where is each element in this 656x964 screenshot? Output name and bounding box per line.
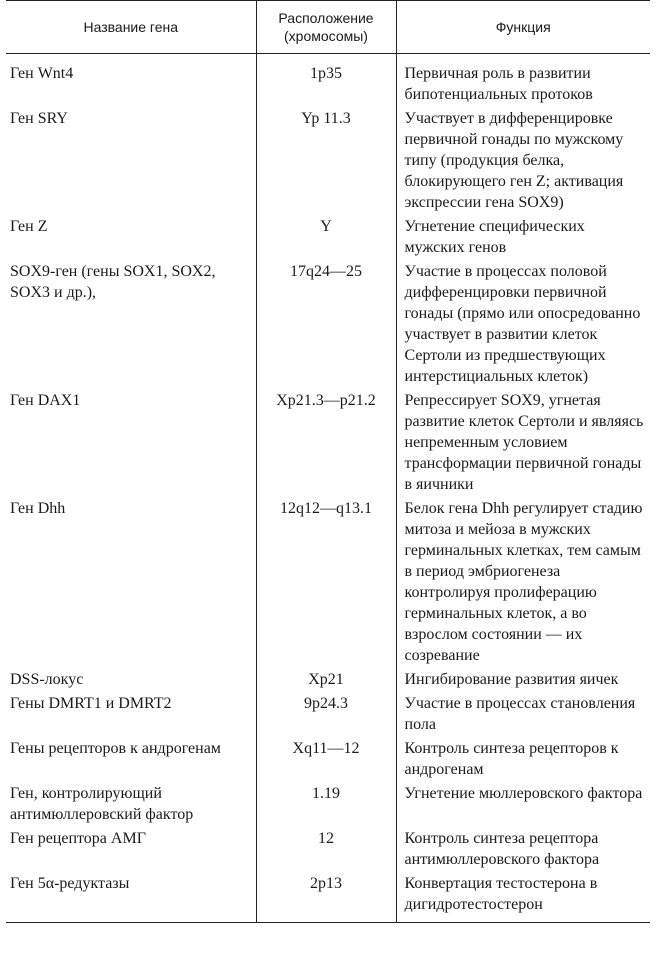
- function-cell: Угнетение специфических мужских генов: [396, 216, 650, 261]
- location-cell: Xp21: [256, 669, 396, 693]
- location-cell: 1.19: [256, 783, 396, 828]
- location-cell: 12q12—q13.1: [256, 498, 396, 669]
- location-cell: Xp21.3—p21.2: [256, 390, 396, 498]
- header-function: Функция: [396, 1, 650, 54]
- function-cell: Угнетение мюллеровского фактора: [396, 783, 650, 828]
- table-row: [6, 873, 650, 923]
- gene-name-cell: Ген, контролирующий антимюллеровский фактор: [10, 785, 194, 823]
- location-cell: Yp 11.3: [256, 108, 396, 216]
- location-cell: Xq11—12: [256, 738, 396, 783]
- function-cell: Контроль синтеза рецепторов к андрогенам: [396, 738, 650, 783]
- table-row: [6, 783, 650, 828]
- table-row: [6, 108, 650, 216]
- gene-name-cell: SOX9-ген (гены SOX1, SOX2, SOX3 и др.),: [10, 263, 216, 301]
- header-location: Расположение (хромосомы): [256, 1, 396, 54]
- location-cell: 1p35: [256, 54, 396, 109]
- gene-table: [6, 0, 650, 923]
- header-gene-name: Название гена: [6, 1, 256, 54]
- table-row: [6, 498, 650, 669]
- table-row: [6, 693, 650, 738]
- gene-name-cell: Ген SRY: [10, 110, 68, 127]
- function-cell: Участие в процессах становления пола: [396, 693, 650, 738]
- gene-name-cell: Ген Wnt4: [10, 65, 74, 82]
- table-header: [6, 1, 650, 54]
- location-cell: 2p13: [256, 873, 396, 923]
- location-cell: Y: [256, 216, 396, 261]
- gene-name-cell: Ген 5α-редуктазы: [6, 873, 256, 923]
- location-cell: 12: [256, 828, 396, 873]
- function-cell: Первичная роль в развитии бипотенциальных протоков: [396, 54, 650, 109]
- gene-name-cell: Ген Z: [10, 218, 48, 235]
- table-row: [6, 54, 650, 109]
- table-row: [6, 669, 650, 693]
- function-cell: Участвует в дифференцировке первичной гонады по мужскому типу (продукция белка, блокирующего ген Z; активация экспрессии гена SOX9): [396, 108, 650, 216]
- header-row: [6, 1, 650, 54]
- function-cell: Белок гена Dhh регулирует стадию митоза и мейоза в мужских герминальных клетках, тем самым в период эмбриогенеза контролируя пролиферацию герминальных клеток, а во взрослом состоянии — их созревание: [396, 498, 650, 669]
- location-cell: 17q24—25: [256, 261, 396, 390]
- gene-name-cell: Ген Dhh: [10, 500, 66, 517]
- function-cell: Ингибирование развития яичек: [396, 669, 650, 693]
- table-body: [6, 54, 650, 923]
- table-row: [6, 390, 650, 498]
- gene-name-cell: Гены DMRT1 и DMRT2: [10, 695, 172, 712]
- table-row: [6, 261, 650, 390]
- location-cell: 9p24.3: [256, 693, 396, 738]
- table-row: [6, 828, 650, 873]
- function-cell: Репрессирует SOX9, угнетая развитие клеток Сертоли и являясь непременным условием трансформации первичной гонады в яичники: [396, 390, 650, 498]
- document-page: [6, 0, 650, 964]
- function-cell: Контроль синтеза рецептора антимюллеровского фактора: [396, 828, 650, 873]
- gene-name-cell: Ген DAX1: [10, 392, 81, 409]
- gene-name-cell: DSS-локус: [10, 671, 84, 688]
- table-row: [6, 216, 650, 261]
- gene-name-cell: Гены рецепторов к андрогенам: [10, 740, 221, 757]
- gene-name-cell: Ген рецептора АМГ: [10, 830, 146, 847]
- table-row: [6, 738, 650, 783]
- function-cell: Конвертация тестостерона в дигидротестостерон: [396, 873, 650, 923]
- function-cell: Участие в процессах половой дифференцировки первичной гонады (прямо или опосредованно участвует в развитии клеток Сертоли из предшествующих интерстициальных клеток): [396, 261, 650, 390]
